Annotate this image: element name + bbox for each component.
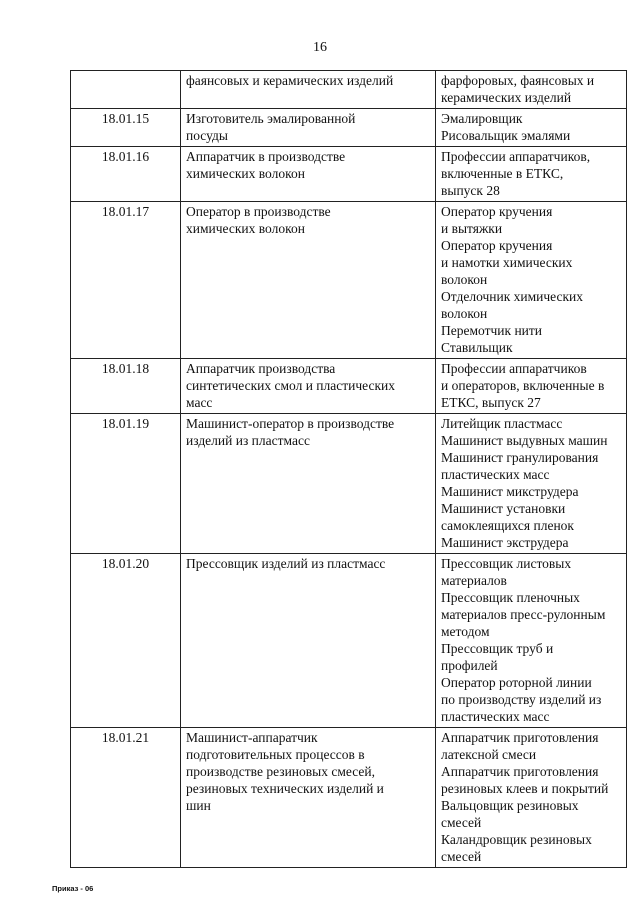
code-cell: 18.01.16 <box>71 147 181 202</box>
professions-line: Оператор кручения <box>441 204 553 219</box>
professions-line: самоклеящихся пленок <box>441 518 574 533</box>
professions-line: пластических масс <box>441 709 550 724</box>
professions-line: Отделочник химических <box>441 289 584 304</box>
professions-line: латексной смеси <box>441 747 537 762</box>
program-name-line: резиновых технических изделий и <box>186 781 384 796</box>
professions-line: Машинист гранулирования <box>441 450 599 465</box>
professions-line: выпуск 28 <box>441 183 500 198</box>
table-row <box>71 109 627 147</box>
professions-line: и вытяжки <box>441 221 503 236</box>
professions-line: керамических изделий <box>441 90 572 105</box>
program-name-cell <box>181 147 436 202</box>
program-name-line: изделий из пластмасс <box>186 433 310 448</box>
program-name-line: Аппаратчик производства <box>186 361 336 376</box>
professions-line: волокон <box>441 306 488 321</box>
program-name-line: производстве резиновых смесей, <box>186 764 375 779</box>
program-name-line: Машинист-оператор в производстве <box>186 416 395 431</box>
table-row <box>71 202 627 359</box>
table-row <box>71 728 627 868</box>
table-row <box>71 359 627 414</box>
table-body <box>71 71 627 868</box>
professions-line: материалов пресс-рулонным <box>441 607 606 622</box>
professions-line: ЕТКС, выпуск 27 <box>441 395 541 410</box>
professions-cell <box>436 147 627 202</box>
professions-line: Машинист экструдера <box>441 535 569 550</box>
program-name-line: Машинист-аппаратчик <box>186 730 318 745</box>
program-name-cell <box>181 414 436 554</box>
professions-line: по производству изделий из <box>441 692 602 707</box>
professions-line: Ставильщик <box>441 340 513 355</box>
professions-line: Аппаратчик приготовления <box>441 730 599 745</box>
professions-line: Оператор кручения <box>441 238 553 253</box>
code-cell: 18.01.21 <box>71 728 181 868</box>
professions-line: волокон <box>441 272 488 287</box>
table-row <box>71 414 627 554</box>
professions-line: Прессовщик пленочных <box>441 590 580 605</box>
professions-cell <box>436 71 627 109</box>
table-row <box>71 554 627 728</box>
table-row <box>71 147 627 202</box>
program-name-cell <box>181 728 436 868</box>
program-name-cell <box>181 202 436 359</box>
professions-cell <box>436 728 627 868</box>
professions-line: резиновых клеев и покрытий <box>441 781 609 796</box>
professions-line: Машинист выдувных машин <box>441 433 608 448</box>
program-name-line: подготовительных процессов в <box>186 747 365 762</box>
professions-line: Рисовальщик эмалями <box>441 128 571 143</box>
code-cell: 18.01.19 <box>71 414 181 554</box>
professions-line: Аппаратчик приготовления <box>441 764 599 779</box>
code-cell: 18.01.15 <box>71 109 181 147</box>
program-name-cell <box>181 359 436 414</box>
professions-line: Прессовщик листовых <box>441 556 572 571</box>
professions-line: Литейщик пластмасс <box>441 416 563 431</box>
program-name-line: синтетических смол и пластических <box>186 378 396 393</box>
code-cell: 18.01.20 <box>71 554 181 728</box>
program-name-line: Аппаратчик в производстве <box>186 149 346 164</box>
page-number: 16 <box>313 40 327 55</box>
professions-line: и операторов, включенные в <box>441 378 605 393</box>
program-name-line: Прессовщик изделий из пластмасс <box>186 556 386 571</box>
professions-line: материалов <box>441 573 507 588</box>
program-name-line: масс <box>186 395 213 410</box>
professions-table <box>70 70 627 868</box>
program-name-line: Оператор в производстве <box>186 204 331 219</box>
professions-line: методом <box>441 624 490 639</box>
code-cell: 18.01.17 <box>71 202 181 359</box>
professions-line: Прессовщик труб и <box>441 641 554 656</box>
professions-line: Перемотчик нити <box>441 323 543 338</box>
professions-cell <box>436 202 627 359</box>
professions-line: и намотки химических <box>441 255 573 270</box>
program-name-line: фаянсовых и керамических изделий <box>186 73 394 88</box>
professions-line: пластических масс <box>441 467 550 482</box>
professions-cell <box>436 554 627 728</box>
professions-line: Каландровщик резиновых <box>441 832 592 847</box>
table-row <box>71 71 627 109</box>
professions-line: Машинист установки <box>441 501 566 516</box>
program-name-line: шин <box>186 798 211 813</box>
program-name-cell <box>181 554 436 728</box>
professions-line: фарфоровых, фаянсовых и <box>441 73 595 88</box>
program-name-cell <box>181 71 436 109</box>
professions-line: Эмалировщик <box>441 111 523 126</box>
program-name-line: химических волокон <box>186 166 305 181</box>
professions-line: профилей <box>441 658 498 673</box>
professions-cell <box>436 414 627 554</box>
professions-line: Оператор роторной линии <box>441 675 592 690</box>
professions-line: Профессии аппаратчиков <box>441 361 587 376</box>
professions-cell <box>436 109 627 147</box>
professions-line: смесей <box>441 849 482 864</box>
code-cell: 18.01.18 <box>71 359 181 414</box>
code-cell <box>71 71 181 109</box>
professions-line: Вальцовщик резиновых <box>441 798 579 813</box>
program-name-line: Изготовитель эмалированной <box>186 111 356 126</box>
professions-line: Профессии аппаратчиков, <box>441 149 591 164</box>
program-name-cell <box>181 109 436 147</box>
professions-line: смесей <box>441 815 482 830</box>
professions-line: включенные в ЕТКС, <box>441 166 564 181</box>
program-name-line: химических волокон <box>186 221 305 236</box>
professions-cell <box>436 359 627 414</box>
footer-label: Приказ - 06 <box>52 884 94 893</box>
program-name-line: посуды <box>186 128 228 143</box>
professions-line: Машинист микструдера <box>441 484 579 499</box>
